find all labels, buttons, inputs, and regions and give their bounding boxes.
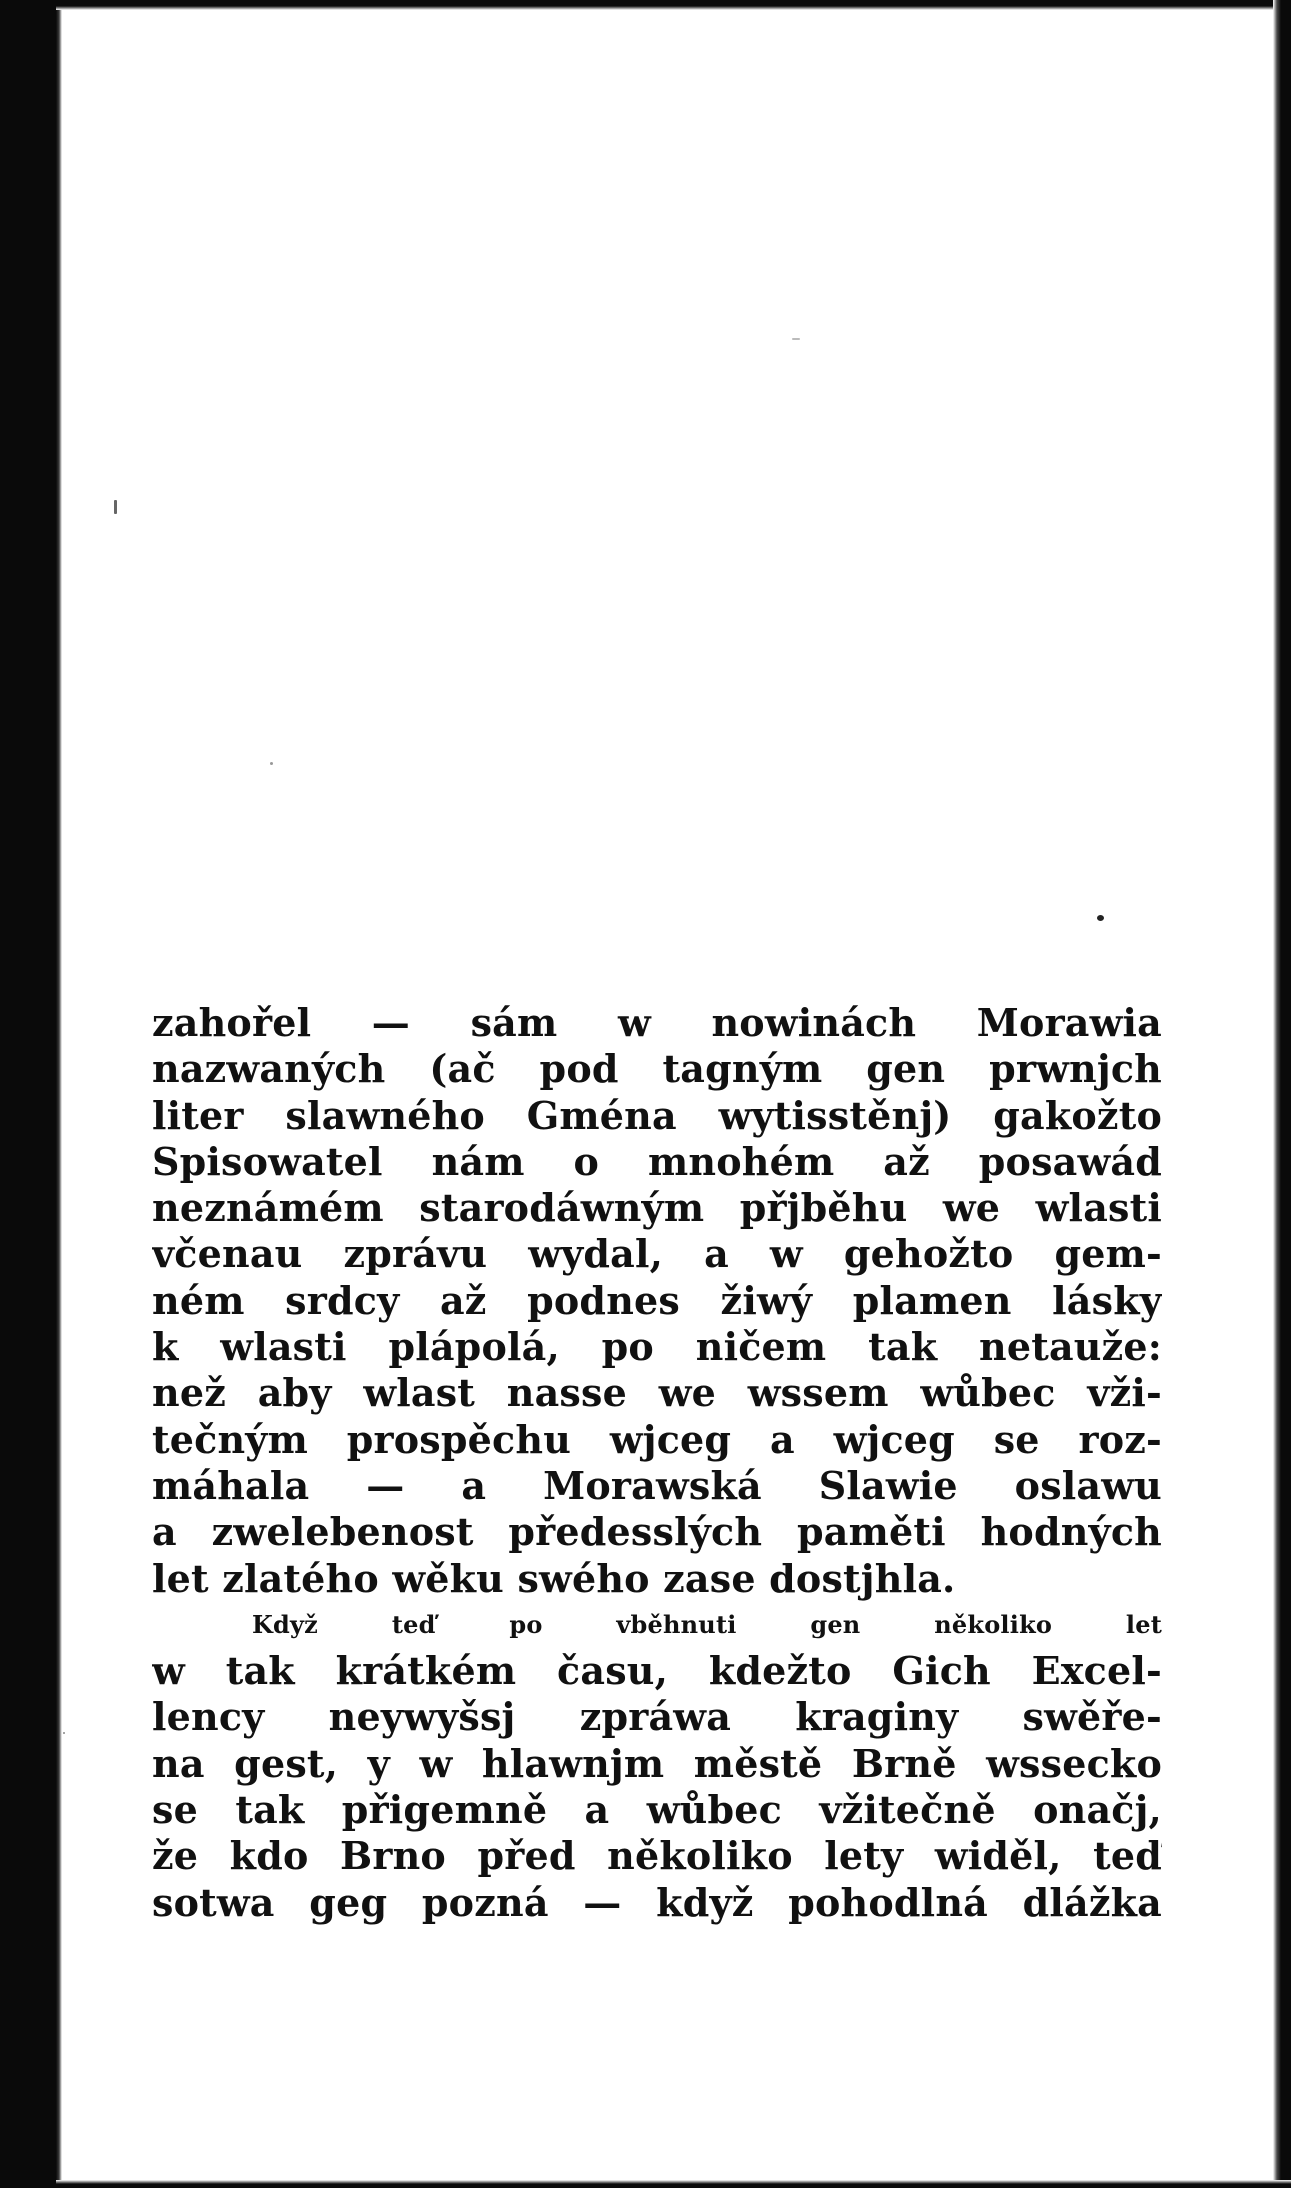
text-line: Spisowatel nám o mnohém až posawád — [152, 1138, 1162, 1184]
body-text — [152, 1000, 1162, 1926]
text-line: k wlasti plápolá, po ničem tak netauže: — [152, 1324, 1162, 1370]
text-line: než aby wlast nasse we wssem wůbec vži- — [152, 1370, 1162, 1416]
scan-speck — [63, 1732, 65, 1734]
text-line: w tak krátkém času, kdežto Gich Excel- — [152, 1648, 1162, 1694]
scan-speck — [270, 762, 273, 765]
text-line: lency neywyšsj zpráwa kraginy swěře- — [152, 1694, 1162, 1740]
text-line: liter slawného Gména wytisstěnj) gakožto — [152, 1092, 1162, 1138]
text-line: nazwaných (ač pod tagným gen prwnjch — [152, 1046, 1162, 1092]
scan-speck — [114, 500, 117, 514]
text-line: že kdo Brno před několiko lety widěl, teď — [152, 1833, 1162, 1879]
text-line: máhala — a Morawská Slawie oslawu — [152, 1462, 1162, 1508]
text-line: Když teď po vběhnuti gen několiko let — [252, 1609, 1162, 1639]
page-top-border — [56, 0, 1291, 10]
text-line: neznámém starodáwným přjběhu we wlasti — [152, 1185, 1162, 1231]
scan-speck — [1097, 915, 1104, 921]
text-line: se tak přigemně a wůbec vžitečně onačj, — [152, 1787, 1162, 1833]
scan-speck — [792, 338, 800, 340]
page-bottom-border — [56, 2180, 1291, 2188]
text-line: tečným prospěchu wjceg a wjceg se roz- — [152, 1416, 1162, 1462]
text-line: zahořel — sám w nowinách Morawia — [152, 1000, 1162, 1045]
page-right-border — [1273, 0, 1291, 2188]
text-line: a zwelebenost předesslých paměti hodných — [152, 1509, 1162, 1555]
text-line: včenau zprávu wydal, a w gehožto gem- — [152, 1231, 1162, 1277]
page-left-border — [0, 0, 62, 2188]
text-line: sotwa geg pozná — když pohodlná dlážka — [152, 1879, 1162, 1925]
text-line: ném srdcy až podnes žiwý plamen lásky — [152, 1277, 1162, 1323]
text-line: na gest, y w hlawnjm městě Brně wssecko — [152, 1740, 1162, 1786]
text-line: let zlatého wěku swého zase dostjhla. — [152, 1555, 956, 1601]
